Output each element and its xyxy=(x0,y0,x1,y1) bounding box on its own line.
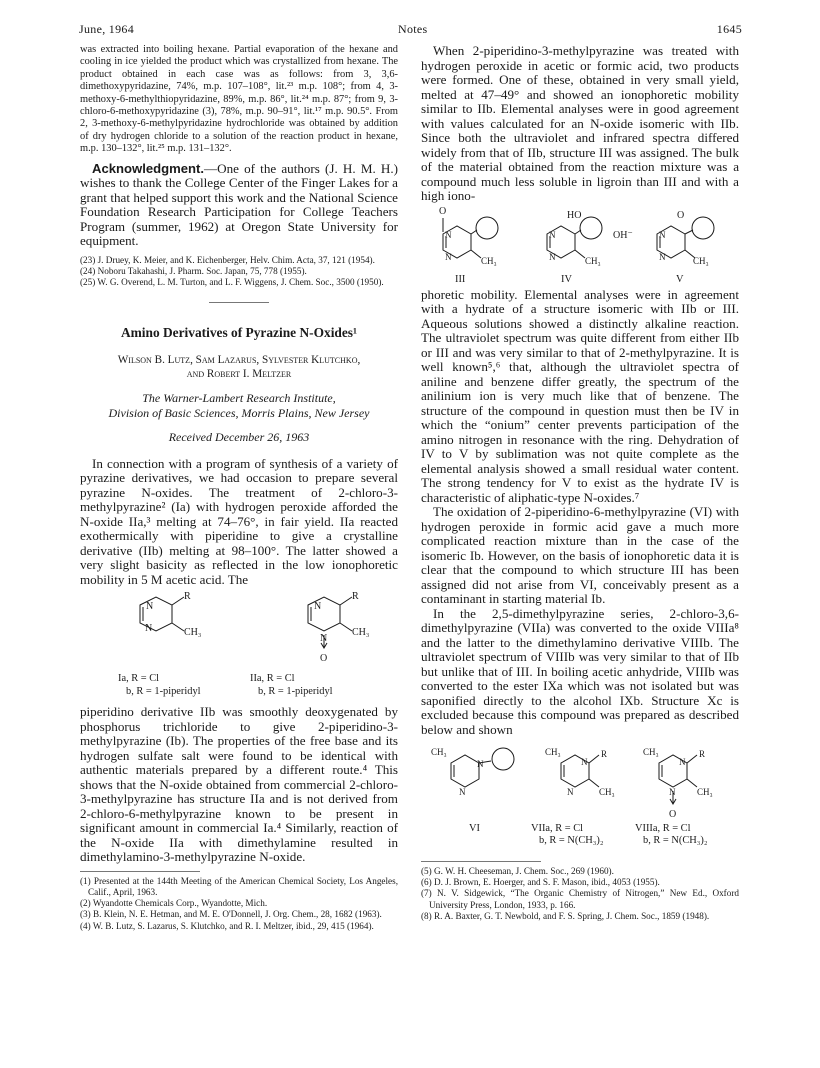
structures-I-II xyxy=(80,587,398,697)
svg-text:O: O xyxy=(439,205,447,217)
structures-III-V xyxy=(421,204,739,288)
footnote: (3) B. Klein, N. E. Hetman, and M. E. O'Donnell, J. Org. Chem., 28, 1682 (1963). xyxy=(80,909,382,920)
footnote: (7) N. V. Sidgewick, “The Organic Chemistry of Nitrogen,” New Ed., Oxford University Press, London, 1933, p. 166. xyxy=(421,888,739,910)
svg-text:O: O xyxy=(320,653,328,665)
footnote: (23) J. Druey, K. Meier, and K. Eichenberger, Helv. Chim. Acta, 37, 121 (1954). xyxy=(80,254,375,265)
footnote: (24) Noboru Takahashi, J. Pharm. Soc. Japan, 75, 778 (1955). xyxy=(80,265,307,276)
svg-text:N: N xyxy=(669,787,676,797)
svg-text:CH₃: CH₃ xyxy=(697,787,713,797)
svg-text:N: N xyxy=(445,229,452,240)
acknowledgment-text: —One of the authors (J. H. M. H.) wishes to thank the College Center of the Finger Lakes for a grant that helped support this work and the National Science Foundation Research Participation for College Teachers Program (summer, 1962) at Oregon State University for equipment. xyxy=(80,160,398,249)
structure-V-label: V xyxy=(676,273,684,285)
svg-text:N: N xyxy=(145,623,153,635)
svg-text:N: N xyxy=(549,229,556,240)
svg-text:N: N xyxy=(679,757,686,767)
svg-text:CH₃: CH₃ xyxy=(599,787,615,797)
svg-text:HO: HO xyxy=(567,209,582,221)
footnote: (25) W. G. Overend, L. M. Turton, and L. F. Wiggens, J. Chem. Soc., 3500 (1950). xyxy=(80,277,384,288)
svg-text:N: N xyxy=(477,759,484,769)
footnote: (8) R. A. Baxter, G. T. Newbold, and F. S. Spring, J. Chem. Soc., 1859 (1948). xyxy=(421,910,710,921)
svg-text:CH₃: CH₃ xyxy=(352,627,370,639)
svg-text:OH⁻: OH⁻ xyxy=(613,229,633,241)
svg-text:R: R xyxy=(352,591,359,603)
deoxygenation-paragraph: piperidino derivative IIb was smoothly deoxygenated by phosphorus trichloride to give 2-piperidino-3-methylpyrazine (Ib). The properties of the free base and its hydrogen sulfate salt were found to be identical with authentic materials prepared by a different route.⁴ This shows that the N-oxide obtained from commercial 2-chloro-3-methylpyrazine has structure IIa and is not derived from 2-chloro-6-methylpyrazine known to be present in significant amount in commercial Ia.⁴ Similarly, reaction of the N-oxide IIa with dimethylamine resulted in dimethylamino-3-methylpyrazine N-oxide. xyxy=(80,704,398,865)
structure-I-label-b: b, R = 1-piperidyl xyxy=(126,685,201,697)
acknowledgment-label: Acknowledgment. xyxy=(92,160,205,176)
svg-text:N: N xyxy=(581,757,588,767)
svg-text:CH₃: CH₃ xyxy=(481,255,497,266)
left-column xyxy=(80,44,398,932)
svg-text:CH₃: CH₃ xyxy=(184,627,202,639)
svg-text:N: N xyxy=(659,229,666,240)
structure-VIII xyxy=(659,755,697,804)
structure-VII xyxy=(561,755,599,787)
page-number: 1645 xyxy=(716,22,742,36)
svg-text:O: O xyxy=(677,209,685,221)
svg-text:CH₃: CH₃ xyxy=(431,747,447,757)
footnote: (5) G. W. H. Cheeseman, J. Chem. Soc., 269 (1960). xyxy=(421,866,614,876)
structure-VII-label-b: b, R = N(CH₃)₂ xyxy=(539,835,604,847)
structure-I-labels xyxy=(118,673,201,698)
received-date: Received December 26, 1963 xyxy=(168,430,310,445)
structure-II-labels xyxy=(250,673,333,698)
footnotes-top xyxy=(80,255,398,289)
running-head-date: June, 1964 xyxy=(79,22,134,36)
svg-text:R: R xyxy=(184,591,191,603)
structure-VIII-labels xyxy=(635,823,707,848)
svg-text:CH₃: CH₃ xyxy=(693,255,709,266)
oxidation-paragraph: When 2-piperidino-3-methylpyrazine was treated with hydrogen peroxide in acetic or formic acid, two products were formed. One of these, obtained in very small yield, melted at 47–49° and showed an ionophoretic mobility similar to IIb. Elemental analyses were in good agreement with values calculated for an N-oxide isomeric with IIb. Since both the ultraviolet and infrared spectra differed widely from that of IIb, structure III was assigned. The bulk of the material obtained from the reaction mixture was a compound much less soluble in ligroin than III and with a high iono- xyxy=(421,43,739,203)
svg-text:N: N xyxy=(567,787,574,797)
svg-text:CH₃: CH₃ xyxy=(643,747,659,757)
svg-text:N: N xyxy=(314,601,322,613)
svg-text:CH₃: CH₃ xyxy=(585,255,601,266)
experimental-paragraph: was extracted into boiling hexane. Partial evaporation of the hexane and cooling in ice yielded the product which was crystallized from hexane. The product obtained in each case was as follows: from 3, 3,6-dimethoxypyridazine, 74%, m.p. 107–108°, lit.²³ m.p. 108°; from 4, 3-methoxy-6-methylthiopyridazine, 89%, m.p. 86°, lit.²⁴ m.p. 87°; from 9, 3-chloro-6-methoxypyridazine (3), 78%, m.p. 90–91°, lit.¹⁷ m.p. 90.5°. From 2, 3-methoxy-6-methylpyridazine hydrochloride was obtained by addition of dry hydrogen chloride to a solution of the reaction product in hexane, m.p. 130–132°, lit.²⁵ m.p. 131–132°. xyxy=(80,44,398,155)
footnote-rule xyxy=(421,861,541,862)
structure-III-label: III xyxy=(455,273,466,285)
structure-II-label-b: b, R = 1-piperidyl xyxy=(258,685,333,697)
svg-text:R: R xyxy=(601,749,608,759)
structure-II-label-a: IIa, R = Cl xyxy=(250,673,295,685)
dimethyl-paragraph: In the 2,5-dimethylpyrazine series, 2-chloro-3,6-dimethylpyrazine (VIIa) was converted to the oxide VIIIa⁸ and the latter to the dimethylamino derivative VIIIb. The ultraviolet spectrum of VIIIb was very similar to that of IIb but unlike that of III. In boiling acetic anhydride, VIIIb was converted to the ester IXa which was not isolated but was saponified directly to the alcohol IXb. Structure Xc is excluded because this compound was prepared as described below and shown xyxy=(421,605,739,737)
affiliation-line-1: The Warner-Lambert Research Institute, xyxy=(142,391,336,406)
right-column xyxy=(421,44,739,922)
structure-I-label-a: Ia, R = Cl xyxy=(118,673,160,685)
intro-paragraph: In connection with a program of synthesis of a variety of pyrazine derivatives, we had occasion to prepare several pyrazine N-oxides. The treatment of 2-chloro-3-methylpyrazine² (Ia) with hydrogen peroxide afforded the N-oxide IIa,³ melting at 74–76°, in fair yield. IIa reacted exothermically with piperidine to give a crystalline derivative (IIb) melting at 98–100°. The latter showed a very slight basicity as reflected in the low ionophoretic mobility in 5 M acetic acid. The xyxy=(80,455,398,587)
section-divider xyxy=(209,302,269,303)
structure-VII-labels xyxy=(531,823,603,848)
structure-VIII-label-b: b, R = N(CH₃)₂ xyxy=(643,835,708,847)
structure-V xyxy=(657,217,714,258)
affiliation-line-2: Division of Basic Sciences, Morris Plains, New Jersey xyxy=(108,405,370,420)
svg-text:O: O xyxy=(669,809,677,820)
svg-text:N: N xyxy=(459,787,466,797)
footnote-rule xyxy=(80,871,200,872)
svg-text:N: N xyxy=(445,251,452,262)
svg-text:N: N xyxy=(549,251,556,262)
svg-text:N: N xyxy=(320,633,328,645)
footnote: (4) W. B. Lutz, S. Lazarus, S. Klutchko, and R. I. Meltzer, ibid., 29, 415 (1964). xyxy=(80,920,374,931)
svg-text:R: R xyxy=(699,749,706,759)
structure-III-V-drawing xyxy=(421,204,739,274)
footnote: (2) Wyandotte Chemicals Corp., Wyandotte, Mich. xyxy=(80,898,268,909)
svg-text:CH₃: CH₃ xyxy=(545,747,561,757)
footnotes-right xyxy=(421,866,739,922)
structures-VI-VIII xyxy=(421,737,739,847)
authors-line-1: Wilson B. Lutz, Sam Lazarus, Sylvester Klutchko, xyxy=(117,354,361,367)
footnotes-bottom xyxy=(80,876,398,932)
structure-IV-label: IV xyxy=(561,273,572,285)
mobility-paragraph: phoretic mobility. Elemental analyses were in agreement with a hydrate of a structure isomeric with IIb or III. Aqueous solutions showed a distinctly alkaline reaction. The ultraviolet spectrum was quite different from either IIb or III and was very similar to that of 2-methylpyrazine. It is well known⁵,⁶ that, although the ultraviolet spectra of aniline and benzene differ greatly, the spectrum of the anilinium ion is very much like that of benzene. The structure of the compound in question must then be IV in which the “onium” center prevents participation of the amino nitrogen in resonance with the ring. Dehydration of IV to V by sublimation was not quite complete as the elemental analysis showed a small residual water content. The strong tendency for V to exist as the hydrate IV is characteristic of aliphatic-type N-oxides.⁷ xyxy=(421,286,739,505)
structure-VI-label: VI xyxy=(469,823,480,834)
structure-VIII-label-a: VIIIa, R = Cl xyxy=(635,823,691,834)
vi-paragraph: The oxidation of 2-piperidino-6-methylpyrazine (VI) with hydrogen peroxide in formic acid gave a much more complicated reaction mixture than in the case of the isomeric Ib. However, on the basis of ionophoretic data it is clear that the compound to which structure III has been assigned did not arise from VI, conceivably present as a contaminant in starting material Ib. xyxy=(421,504,739,606)
running-head-section: Notes xyxy=(398,22,428,36)
structure-VII-label-a: VIIa, R = Cl xyxy=(531,823,584,834)
acknowledgment xyxy=(80,162,398,249)
structure-VI-VIII-drawing xyxy=(421,737,739,823)
authors-line-2: and Robert I. Meltzer xyxy=(186,368,292,381)
footnote: (6) D. J. Brown, E. Hoerger, and S. F. Mason, ibid., 4053 (1955). xyxy=(421,877,660,888)
footnote: (1) Presented at the 144th Meeting of the American Chemical Society, Los Angeles, Calif., April, 1963. xyxy=(80,875,398,897)
structure-I-II-drawing xyxy=(80,587,398,673)
article-title: Amino Derivatives of Pyrazine N-Oxides¹ xyxy=(120,325,358,341)
svg-text:N: N xyxy=(659,251,666,262)
svg-text:N: N xyxy=(146,601,154,613)
